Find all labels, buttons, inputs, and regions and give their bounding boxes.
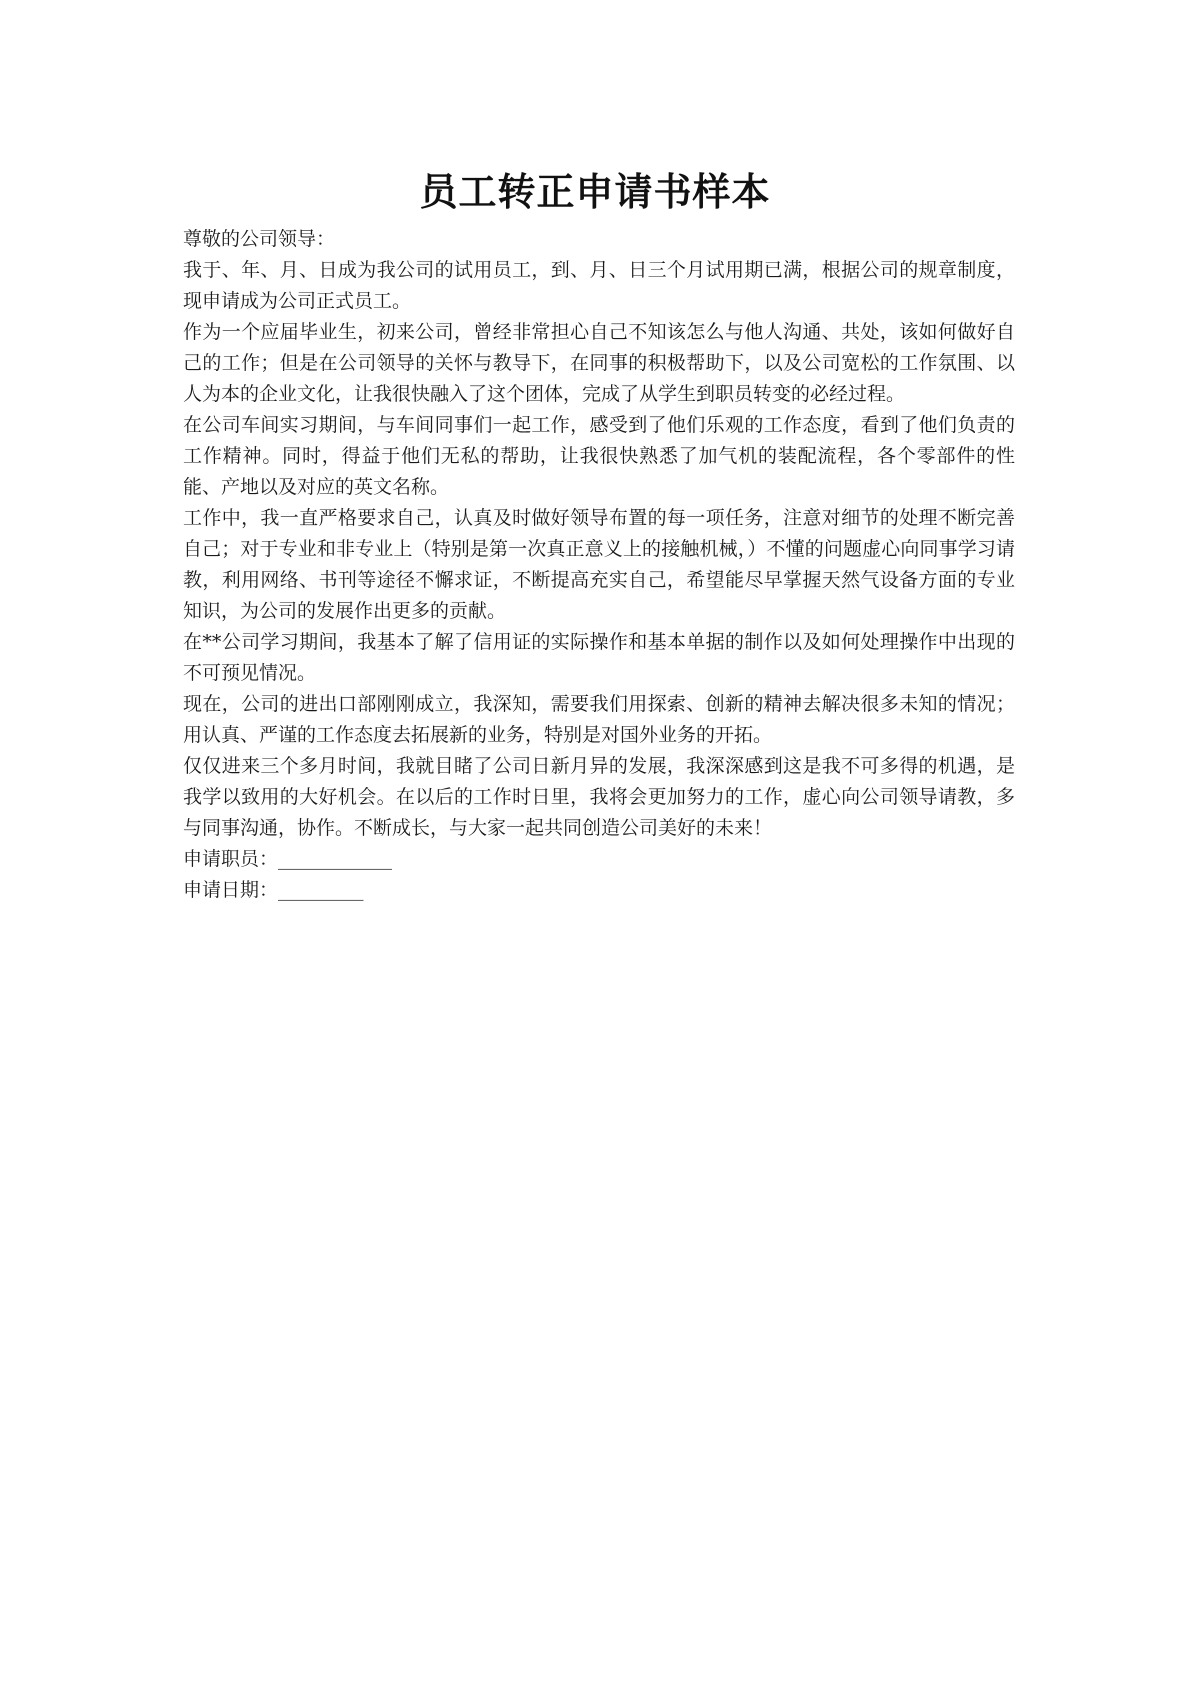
- applicant-signature-line: 申请职员：____________: [183, 848, 393, 870]
- paragraph-import-export-dept: 现在，公司的进出口部刚刚成立，我深知，需要我们用探索、创新的精神去解决很多未知的情况；用认真、严谨的工作态度去拓展新的业务，特别是对国外业务的开拓。: [183, 693, 1015, 746]
- paragraph-probation-period: 我于、年、月、日成为我公司的试用员工，到、月、日三个月试用期已满，根据公司的规章制度，现申请成为公司正式员工。: [183, 259, 1015, 312]
- document-title: 员工转正申请书样本: [419, 170, 771, 214]
- paragraph-future-commitment: 仅仅进来三个多月时间，我就目睹了公司日新月异的发展，我深深感到这是我不可多得的机遇，是我学以致用的大好机会。在以后的工作时日里，我将会更加努力的工作，虚心向公司领导请教，多与同事沟通，协作。不断成长，与大家一起共同创造公司美好的未来！: [183, 755, 1015, 839]
- salutation: 尊敬的公司领导：: [183, 228, 336, 250]
- paragraph-letter-of-credit: 在**公司学习期间，我基本了解了信用证的实际操作和基本单据的制作以及如何处理操作中出现的不可预见情况。: [183, 631, 1015, 684]
- paragraph-graduate-adaptation: 作为一个应届毕业生，初来公司，曾经非常担心自己不知该怎么与他人沟通、共处，该如何做好自己的工作；但是在公司领导的关怀与教导下，在同事的积极帮助下，以及公司宽松的工作氛围、以人为本的企业文化，让我很快融入了这个团体，完成了从学生到职员转变的必经过程。: [183, 321, 1015, 405]
- document-body: [183, 224, 1015, 906]
- paragraph-workshop-internship: 在公司车间实习期间，与车间同事们一起工作，感受到了他们乐观的工作态度，看到了他们负责的工作精神。同时，得益于他们无私的帮助，让我很快熟悉了加气机的装配流程，各个零部件的性能、产地以及对应的英文名称。: [183, 414, 1015, 498]
- paragraph-work-attitude: 工作中，我一直严格要求自己，认真及时做好领导布置的每一项任务，注意对细节的处理不断完善自己；对于专业和非专业上（特别是第一次真正意义上的接触机械，）不懂的问题虚心向同事学习请教，利用网络、书刊等途径不懈求证，不断提高充实自己，希望能尽早掌握天然气设备方面的专业知识，为公司的发展作出更多的贡献。: [183, 507, 1015, 622]
- application-date-line: 申请日期：_________: [183, 879, 364, 901]
